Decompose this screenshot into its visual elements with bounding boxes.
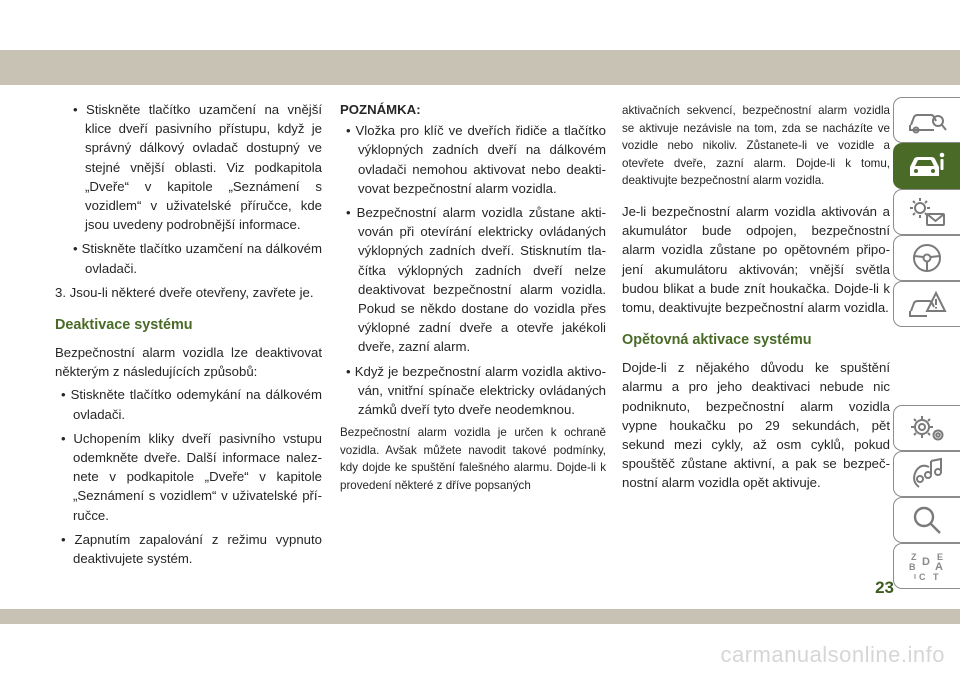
hazard-car-icon [907,287,947,321]
column-2 [340,100,606,498]
small-paragraph: aktivačních sekvencí, bezpečnostní alarm vozidla se aktivuje nezávisle na tom, zda se nacházíte ve vozidle nebo nikoliv. Zůstanete-li ve vozidle a otevřete dveře, zazní alarm. Dojde-li k tomu, deaktivujte bezpečnostní alarm vozidla. [622,104,890,188]
list-item: • Stiskněte tlačítko uzamčení na dálkovém ovladači. [73,241,322,276]
tab-car-overview[interactable] [893,97,960,143]
intro-paragraph: Bezpečnostní alarm vozidla lze deaktivovat některým z následujících způsobů: [55,345,322,380]
list-item: • Uchopením kliky dveří pasivního vstupu odemkněte dveře. Další informace naleznete v podkapitole „Dveře“ v kapitole „Seznámení s vozidlem“ v uživatelské příručce. [61,430,322,523]
footer-bar [0,609,960,624]
search-icon [907,503,947,537]
section-heading: Opětovná aktivace systému [622,332,812,349]
index-letter: D [922,556,930,568]
multimedia-icon [907,457,947,491]
tab-servicing[interactable] [893,405,960,451]
index-letter: I [914,574,916,581]
steering-wheel-icon [907,241,947,275]
index-letter: A [935,561,943,573]
body-paragraph: Je-li bezpečnostní alarm vozidla aktivován a akumulátor bude odpojen, bezpečnostní alarm vozidla zůstane po opětovném připojení akumulátoru aktivován; vnější světla budou blikat a bude znít houkačka. Dojde-li k tomu, deaktivujte bezpečnostní alarm vozidla. [622,203,890,315]
index-letter: Z [911,552,917,562]
index-letter: C [919,572,926,582]
list-item: • Bezpečnostní alarm vozidla zůstane aktivován při otevírání elektricky ovládaných výklopných zadních dveří. Stisknutím tlačítka výklopných zadních dveří nelze deaktivovat bezpečnostní alarm vozidla. Pokud se někdo dostane do vozidla přes výklopné zadní dveře a otevře jakékoli dveře, zazní alarm. [346,205,606,355]
tab-emergency[interactable] [893,281,960,327]
car-info-icon [907,149,947,183]
numbered-step: 3. Jsou-li některé dveře otevřeny, zavřete je. [55,284,314,300]
list-item: • Stiskněte tlačítko odemykání na dálkovém ovladači. [61,387,322,422]
note-heading: POZNÁMKA: [340,102,421,117]
alphabet-index-icon [907,549,947,583]
index-letter: E [937,552,944,562]
tab-multimedia[interactable] [893,451,960,497]
car-magnifier-icon [907,103,947,137]
page-number: 23 [875,578,894,597]
watermark: carmanualsonline.info [720,642,945,667]
list-item: • Zapnutím zapalování z režimu vypnuto deaktivujete systém. [61,531,322,567]
index-letter: T [933,572,939,582]
warning-lights-icon [907,195,947,229]
small-paragraph: Bezpečnostní alarm vozidla je určen k ochraně vozidla. Avšak můžete navodit takové podmínky, kdy dojde ke spuštění falešného alarmu. Dojde-li k provedení některé z dříve popsaných [340,426,606,493]
gears-icon [907,411,947,445]
body-paragraph: Dojde-li z nějakého důvodu ke spuštění alarmu a pro jeho deaktivaci nebude nic podniknuto, bezpečnostní alarm vozidla vypne houkačku po 29 sekundách, pět sekund mezi cykly, až osm cyklů, pokud spouštěč zůstane aktivní, a pak se bezpečnostní alarm vozidla opět aktivuje. [622,360,890,491]
list-item: • Vložka pro klíč ve dveřích řidiče a tlačítko výklopných zadních dveří na dálkovém ovladači nemohou aktivovat nebo deaktivovat bezpečnostní alarm vozidla. [346,123,606,196]
index-letter: B [909,562,916,572]
tab-safety[interactable] [893,235,960,281]
tab-getting-to-know[interactable] [893,143,960,189]
section-heading: Deaktivace systému [55,317,193,334]
column-3 [622,102,890,497]
tab-index[interactable] [893,543,960,589]
column-1 [55,100,322,573]
top-margin [0,0,960,50]
tab-search[interactable] [893,497,960,543]
header-bar [0,50,960,85]
tab-instrument-panel[interactable] [893,189,960,235]
list-item: • Když je bezpečnostní alarm vozidla aktivován, vnitřní spínače elektricky ovládaných zámků dveří tyto dveře neodemknou. [346,363,606,418]
list-item: • Stiskněte tlačítko uzamčení na vnější klice dveří pasivního přístupu, když je správný dálkový ovladač dostupný ve stejné vnější oblasti. Viz podkapitola „Dveře“ v kapitole „Seznámení s vozidlem“ v uživatelské příručce, kde jsou uvedeny podrobnější informace. [73,102,322,233]
